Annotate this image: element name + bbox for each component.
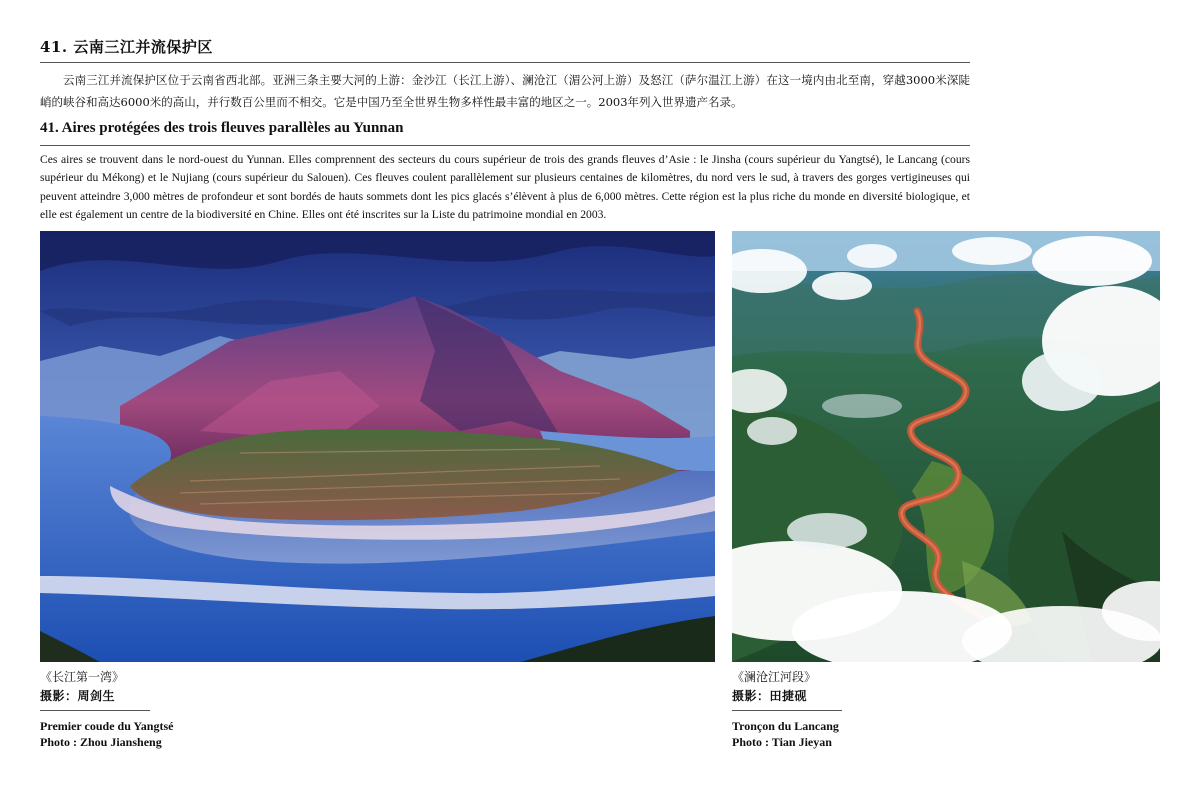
caption-right-cn xyxy=(732,668,1032,706)
cn-paragraph: 云南三江并流保护区位于云南省西北部。亚洲三条主要大河的上游：金沙江（长江上游）、澜沧江（湄公河上游）及怒江（萨尔温江上游）在这一境内由北至南，穿越3000米深陡峭的峡谷和高达6000米的高山，并行数百公里而不相交。它是中国乃至全世界生物多样性最丰富的地区之一。2003年列入世界遗产名录。 xyxy=(40,73,970,109)
caption-right-photographer-cn: 摄影：田捷砚 xyxy=(732,689,808,703)
caption-left-cn xyxy=(40,668,340,706)
caption-right-fr-title: Tronçon du Lancang xyxy=(732,719,839,733)
caption-right-fr xyxy=(732,718,1032,750)
caption-left-photographer-cn: 摄影：周剑生 xyxy=(40,689,116,703)
cn-heading-rule xyxy=(40,62,970,63)
caption-right-rule xyxy=(732,710,842,711)
fr-heading-rule xyxy=(40,145,970,146)
fr-heading: 41. Aires protégées des trois fleuves parallèles au Yunnan xyxy=(40,120,404,136)
caption-left-fr xyxy=(40,718,340,750)
cn-heading: 41. 云南三江并流保护区 xyxy=(40,38,213,56)
caption-right-fr-photographer: Photo : Tian Jieyan xyxy=(732,735,832,749)
caption-left-rule xyxy=(40,710,150,711)
photo-yangtze-bend xyxy=(40,231,715,662)
photo-lancang-section xyxy=(732,231,1160,662)
caption-right-work-title: 《澜沧江河段》 xyxy=(732,670,817,684)
caption-left-work-title: 《长江第一湾》 xyxy=(40,670,125,684)
caption-left-fr-title: Premier coude du Yangtsé xyxy=(40,719,174,733)
caption-left-fr-photographer: Photo : Zhou Jiansheng xyxy=(40,735,162,749)
fr-paragraph: Ces aires se trouvent dans le nord-ouest du Yunnan. Elles comprennent des secteurs du cours supérieur de trois des grands fleuves d’Asie : le Jinsha (cours supérieur du Yangtsé), le Lancang (cours supérieur du Mékong) et le Nujiang (cours supérieur du Salouen). Ces fleuves coulent parallèlement sur plusieurs centaines de kilomètres, du nord vers le sud, à travers des gorges vertigineuses qui peuvent atteindre 3,000 mètres de profondeur et sont bordés de hauts sommets dont les pics glacés s’élèvent à plus de 6,000 mètres. Cette région est la plus riche du monde en diversité biologique, et elle est également un centre de la biodiversité en Chine. Elles ont été inscrites sur la Liste du patrimoine mondial en 2003. xyxy=(40,153,970,222)
